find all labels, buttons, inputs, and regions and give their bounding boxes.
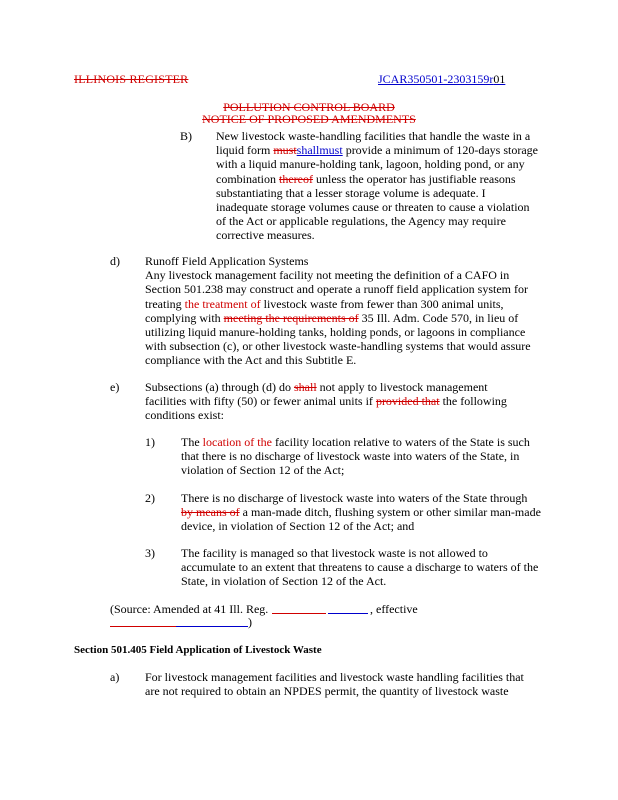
source-text: (Source: Amended at 41 Ill. Reg. xyxy=(110,602,269,616)
inserted-text: shall xyxy=(296,143,320,158)
register-header: ILLINOIS REGISTER xyxy=(74,72,189,86)
deleted-text: the treatment of xyxy=(184,296,261,311)
item-e2-text xyxy=(181,491,586,534)
item-e3-text xyxy=(181,546,586,589)
text-span: Subsections (a) through (d) do xyxy=(145,380,294,394)
e2-line: device, in violation of Section 12 of the Act; and xyxy=(181,519,415,534)
text-span: livestock waste from fewer than 300 animal units, xyxy=(260,296,504,311)
item-e1-text xyxy=(181,435,586,478)
jcar-code xyxy=(378,72,505,87)
e3-line: accumulate to an extent that threatens to cause a discharge to waters of the xyxy=(181,560,539,575)
e-line xyxy=(145,380,585,394)
item-a-text xyxy=(145,670,585,698)
e3-line: The facility is managed so that livestock waste is not allowed to xyxy=(181,546,488,560)
section-heading: Section 501.405 Field Application of Livestock Waste xyxy=(74,644,322,656)
item-e2-label: 2) xyxy=(145,491,155,505)
inserted-text: must xyxy=(319,143,343,158)
item-e-text xyxy=(145,380,585,423)
e-line: conditions exist: xyxy=(145,408,224,423)
b-line xyxy=(216,143,586,157)
e1-line: that there is no discharge of livestock waste into waters of the State, in xyxy=(181,449,520,464)
text-span: provide a minimum of 120-days storage xyxy=(342,143,538,158)
b-line: of the Act or applicable regulations, the Agency may require xyxy=(216,214,506,229)
text-span: treating xyxy=(145,296,185,311)
d-line: compliance with the Act and this Subtitle E. xyxy=(145,353,357,368)
item-b-text xyxy=(216,129,586,243)
deleted-text: must xyxy=(273,143,297,158)
inserted-blank-line xyxy=(176,626,248,627)
item-e1-label: 1) xyxy=(145,435,155,449)
b-line xyxy=(216,172,586,186)
deleted-blank-line xyxy=(272,613,326,614)
a-line: For livestock management facilities and livestock waste handling facilities that xyxy=(145,670,524,684)
jcar-code-tail: 01 xyxy=(493,72,506,86)
d-heading: Runoff Field Application Systems xyxy=(145,254,309,268)
board-title: POLLUTION CONTROL BOARD xyxy=(223,100,395,114)
deleted-text: shall xyxy=(293,380,317,394)
d-line: Section 501.238 may construct and operate a runoff field application system for xyxy=(145,282,529,297)
source-note xyxy=(110,602,590,616)
a-line: are not required to obtain an NPDES permit, the quantity of livestock waste xyxy=(145,684,509,699)
b-line: inadequate storage volumes cause or threaten to cause a violation xyxy=(216,200,530,215)
b-line: New livestock waste-handling facilities that handle the waste in a xyxy=(216,129,531,143)
e2-line: There is no discharge of livestock waste into waters of the State through xyxy=(181,491,528,505)
d-line xyxy=(145,297,585,311)
text-span: complying with xyxy=(145,310,224,325)
d-line: utilizing liquid manure-holding tanks, holding ponds, or lagoons in compliance xyxy=(145,325,526,340)
text-span: unless the operator has justifiable reasons xyxy=(312,171,516,186)
deleted-text: meeting the requirements of xyxy=(223,310,359,325)
item-d-label: d) xyxy=(110,254,120,268)
deleted-text: thereof xyxy=(279,171,313,186)
e-line xyxy=(145,394,585,408)
b-line: with a liquid manure-holding tank, lagoon, holding pond, or any xyxy=(216,157,525,172)
d-line: Any livestock management facility not meeting the definition of a CAFO in xyxy=(145,268,510,283)
text-span: not apply to livestock management xyxy=(316,380,488,394)
d-line xyxy=(145,311,585,325)
source-effective: , effective xyxy=(370,602,418,616)
deleted-text: provided that xyxy=(375,394,440,409)
item-d-text xyxy=(145,254,585,368)
deleted-blank-line xyxy=(110,626,176,627)
source-close: ) xyxy=(248,615,252,629)
e1-line: violation of Section 12 of the Act; xyxy=(181,463,345,478)
text-span: The xyxy=(181,435,203,449)
text-span: facilities with fifty (50) or fewer animal units if xyxy=(145,394,376,409)
text-span: 35 Ill. Adm. Code 570, in lieu of xyxy=(358,310,519,325)
item-b-label: B) xyxy=(180,129,192,143)
inserted-blank-line xyxy=(328,613,368,614)
text-span: a man-made ditch, flushing system or other similar man-made xyxy=(239,505,541,520)
item-e-label: e) xyxy=(110,380,120,394)
deleted-text: location of the xyxy=(202,435,272,449)
text-span: the following xyxy=(439,394,507,409)
e2-line xyxy=(181,505,586,519)
notice-title: NOTICE OF PROPOSED AMENDMENTS xyxy=(202,112,416,126)
b-line: substantiating that a lesser storage volume is adequate. I xyxy=(216,185,486,200)
text-span: liquid form xyxy=(216,143,274,158)
jcar-code-main: JCAR350501-2303159r xyxy=(378,72,494,86)
deleted-text: by means of xyxy=(181,505,240,520)
b-line: corrective measures. xyxy=(216,228,315,243)
e3-line: State, in violation of Section 12 of the Act. xyxy=(181,574,387,589)
e1-line xyxy=(181,435,586,449)
d-line: with subsection (c), or other livestock waste-handling systems that would assure xyxy=(145,339,531,354)
item-e3-label: 3) xyxy=(145,546,155,560)
text-span: combination xyxy=(216,171,279,186)
text-span: facility location relative to waters of the State is such xyxy=(271,435,530,449)
item-a-label: a) xyxy=(110,670,120,684)
